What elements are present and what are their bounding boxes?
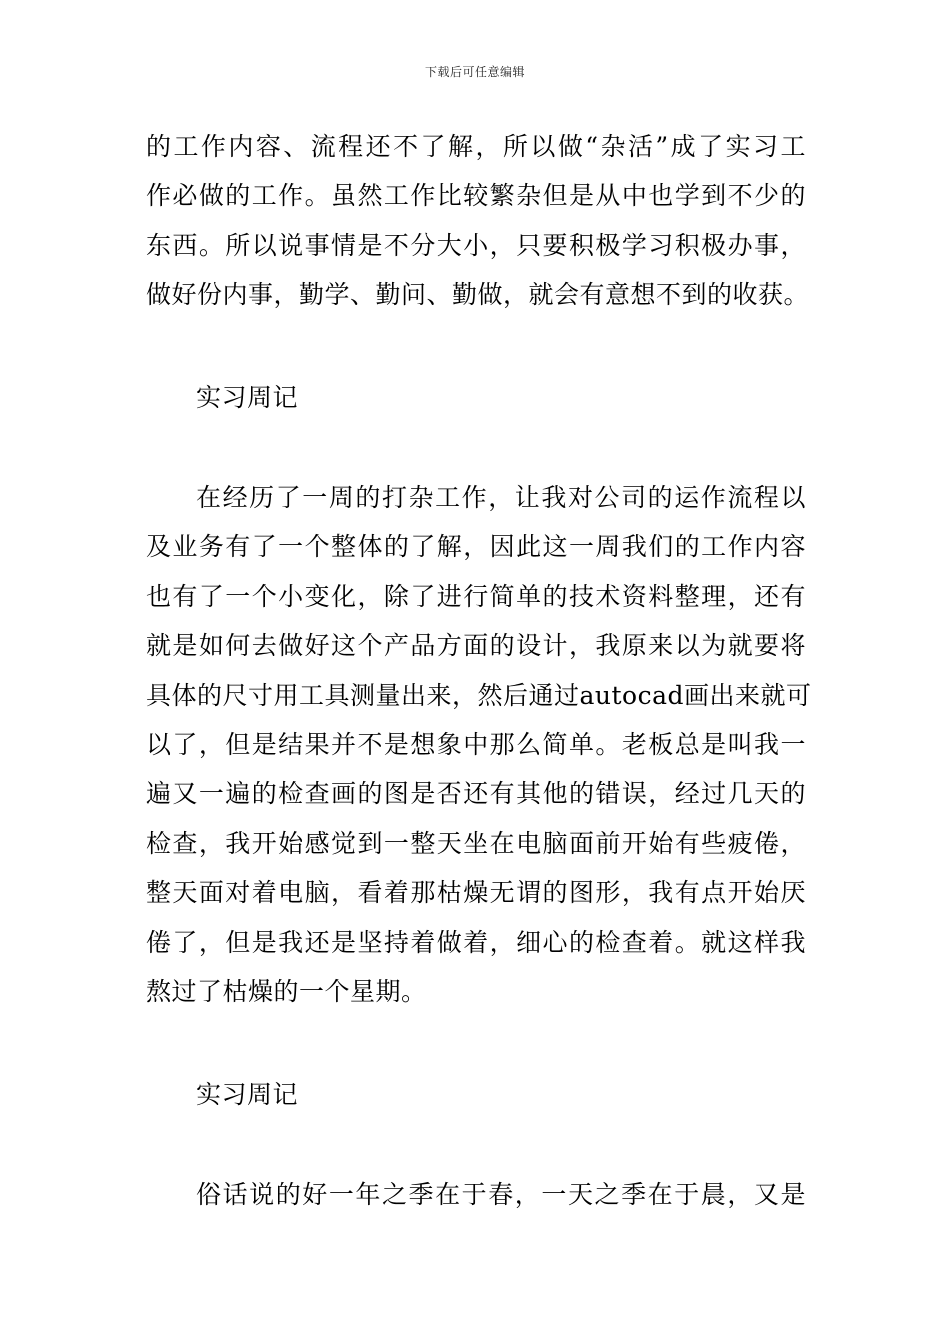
paragraph-3	[146, 1170, 806, 1219]
text-line: 东西。所以说事情是不分大小，只要积极学习积极办事，	[146, 230, 806, 260]
text-line: 俗话说的好一年之季在于春，一天之季在于晨，又是	[196, 1180, 806, 1209]
paragraph-2	[146, 473, 812, 1016]
page-header: 下载后可任意编辑	[424, 65, 525, 79]
text-line: 熬过了枯燥的一个星期。	[146, 977, 427, 1007]
section-heading-1: 实习周记	[196, 383, 299, 412]
text-line: 遍又一遍的检查画的图是否还有其他的错误，经过几天的	[146, 779, 806, 809]
section-heading-2: 实习周记	[196, 1080, 299, 1109]
text-line: 整天面对着电脑，看着那枯燥无谓的图形，我有点开始厌	[146, 878, 806, 908]
text-line: 的工作内容、流程还不了解，所以做“杂活”成了实习工	[146, 132, 806, 161]
text-line: 具体的尺寸用工具测量出来，然后通过autocad画出来就可	[146, 680, 812, 710]
text-line: 作必做的工作。虽然工作比较繁杂但是从中也学到不少的	[146, 181, 806, 211]
paragraph-1	[146, 122, 810, 320]
text-line: 也有了一个小变化，除了进行简单的技术资料整理，还有	[146, 581, 806, 611]
text-line: 以了，但是结果并不是想象中那么简单。老板总是叫我一	[146, 730, 806, 760]
text-line: 在经历了一周的打杂工作，让我对公司的运作流程以	[196, 483, 806, 512]
text-line: 就是如何去做好这个产品方面的设计，我原来以为就要将	[146, 631, 806, 661]
text-line: 检查，我开始感觉到一整天坐在电脑面前开始有些疲倦，	[146, 828, 806, 858]
text-line: 做好份内事，勤学、勤问、勤做，就会有意想不到的收获。	[146, 280, 810, 310]
text-line: 及业务有了一个整体的了解，因此这一周我们的工作内容	[146, 532, 806, 562]
text-line: 倦了，但是我还是坚持着做着，细心的检查着。就这样我	[146, 927, 806, 957]
